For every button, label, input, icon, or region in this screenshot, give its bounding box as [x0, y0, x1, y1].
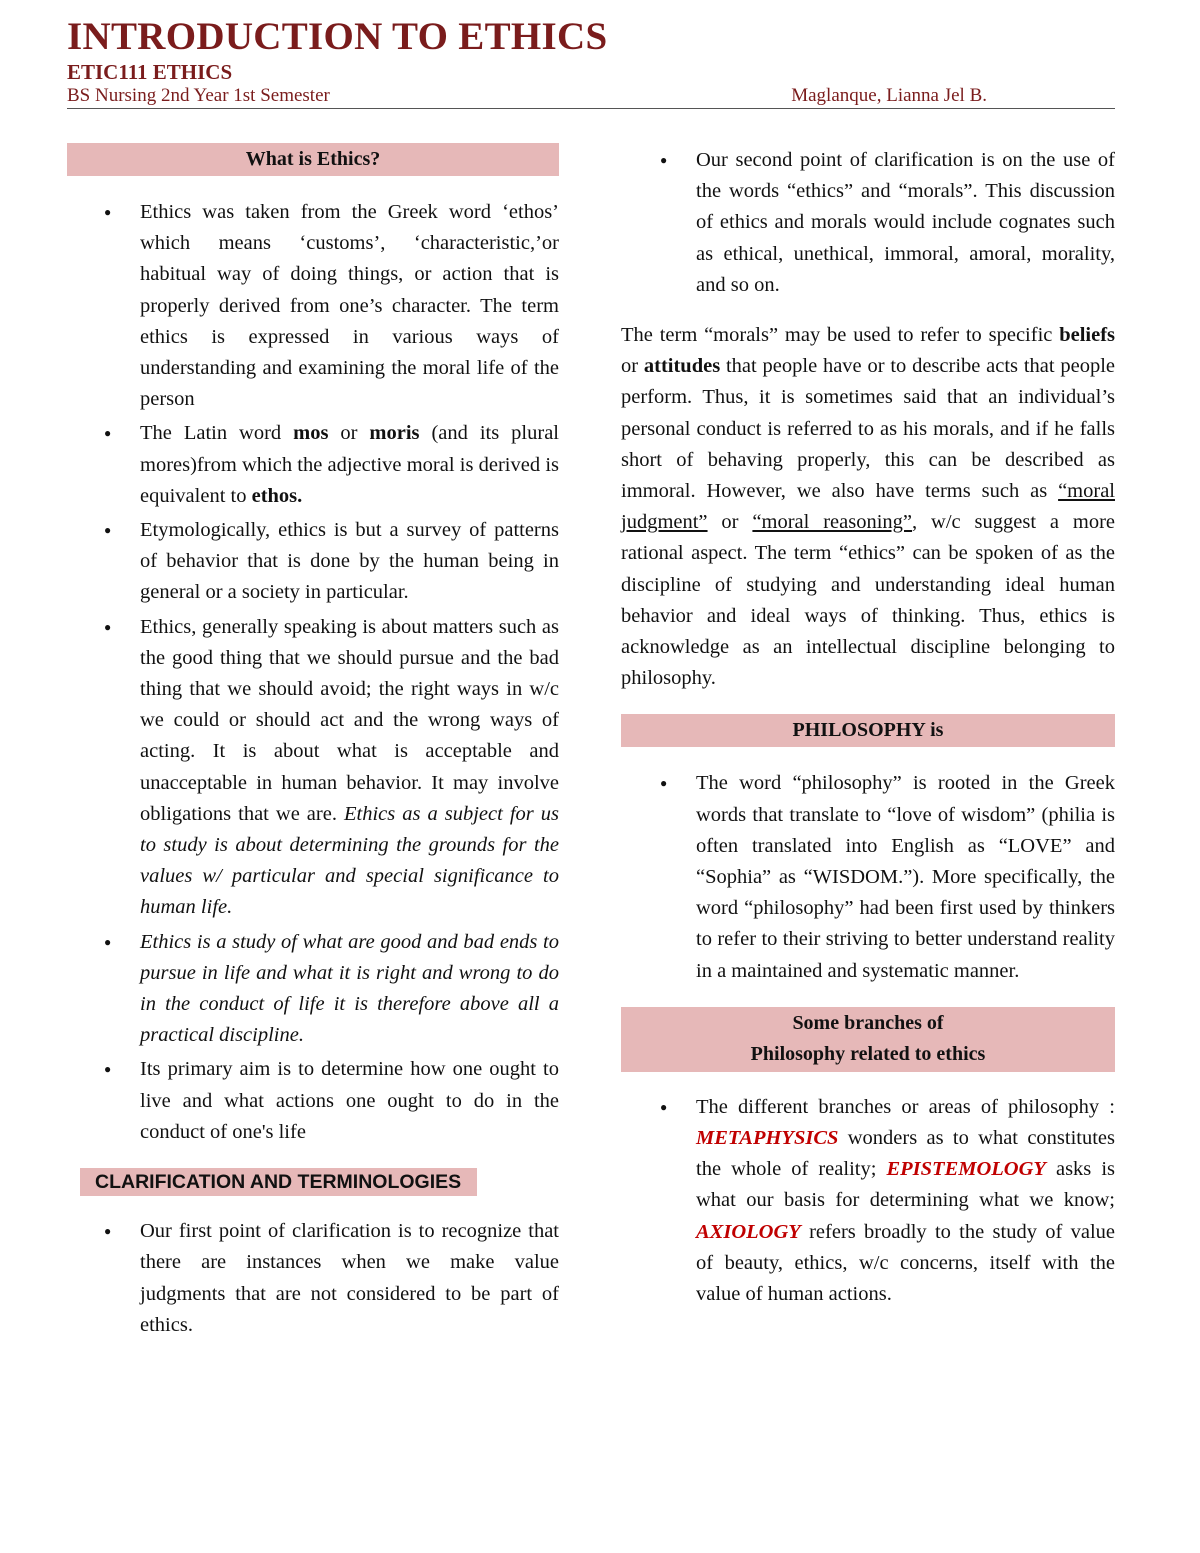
author-name: Maglanque, Lianna Jel B. [791, 85, 987, 106]
branches-list [621, 1092, 1115, 1310]
document-title: INTRODUCTION TO ETHICS [67, 15, 608, 58]
axiology-term: AXIOLOGY [696, 1220, 801, 1243]
list-item: ● The Latin word mos or moris (and its plural mores)from which the adjective moral is derived is equivalent to ethos. [67, 418, 559, 512]
clarification-list [67, 1216, 559, 1341]
program-label: BS Nursing 2nd Year 1st Semester [67, 85, 330, 106]
list-item: ● Ethics was taken from the Greek word ‘ethos’ which means ‘customs’, ‘characteristic,’or habitual way of doing things, or action that is properly derived from one’s character. The term ethics is expressed in various ways of understanding and examining the moral life of the person [67, 197, 559, 415]
document-header [67, 14, 1115, 109]
epistemology-term: EPISTEMOLOGY [886, 1158, 1046, 1181]
list-item: ● Its primary aim is to determine how one ought to live and what actions one ought to do in the conduct of one's life [67, 1054, 559, 1148]
section-heading-philosophy: PHILOSOPHY is [621, 714, 1115, 747]
metaphysics-term: METAPHYSICS [696, 1127, 839, 1150]
philosophy-list [621, 768, 1115, 986]
section-heading-what-is-ethics: What is Ethics? [67, 143, 559, 176]
list-item: ● Etymologically, ethics is but a survey of patterns of behavior that is done by the human being in general or a society in particular. [67, 515, 559, 609]
terminology-list [621, 145, 1115, 301]
what-is-ethics-list [67, 197, 559, 1148]
list-item: ● Our first point of clarification is to recognize that there are instances when we make value judgments that are not considered to be part of ethics. [67, 1216, 559, 1341]
left-column [67, 143, 559, 1344]
morals-paragraph: The term “morals” may be used to refer to specific beliefs or attitudes that people have or to describe acts that people perform. Thus, it is sometimes said that an individual’s personal conduct is referred to as his morals, and if he falls short of behaving properly, this can be described as immoral. However, we also have terms such as “moral judgment” or “moral reasoning”, w/c suggest a more rational aspect. The term “ethics” can be spoken of as the discipline of studying and understanding ideal human behavior and ideal ways of thinking. Thus, ethics is acknowledge as an intellectual discipline belonging to philosophy. [621, 324, 1116, 690]
list-item: ● The different branches or areas of philosophy : METAPHYSICS wonders as to what constitutes the whole of reality; EPISTEMOLOGY asks is what our basis for determining what we know; AXIOLOGY refers broadly to the study of value of beauty, ethics, w/c concerns, itself with the value of human actions. [621, 1092, 1115, 1310]
section-heading-branches: Some branches of Philosophy related to ethics [621, 1007, 1115, 1072]
meta-line [67, 84, 1115, 109]
list-item: ● Ethics is a study of what are good and bad ends to pursue in life and what it is right and wrong to do in the conduct of life it is therefore above all a practical discipline. [67, 927, 559, 1052]
list-item: ● Ethics, generally speaking is about matters such as the good thing that we should pursue and the bad thing that we should avoid; the right ways in w/c we could or should act and the wrong ways of acting. It is about what is acceptable and unacceptable in human behavior. It may involve obligations that we are. Ethics as a subject for us to study is about determining the grounds for the values w/ particular and special significance to human life. [67, 612, 559, 924]
section-heading-clarification: CLARIFICATION AND TERMINOLOGIES [80, 1168, 477, 1196]
list-item: ● Our second point of clarification is on the use of the words “ethics” and “morals”. This discussion of ethics and morals would include cognates such as ethical, unethical, immoral, amoral, morality, and so on. [621, 145, 1115, 301]
course-code: ETIC111 ETHICS [67, 60, 233, 84]
list-item: ● The word “philosophy” is rooted in the Greek words that translate to “love of wisdom” (philia is often translated into English as “LOVE” and “Sophia” as “WISDOM.”). More specifically, the word “philosophy” had been first used by thinkers to refer to their striving to better understand reality in a maintained and systematic manner. [621, 768, 1115, 986]
right-column [621, 145, 1115, 1313]
